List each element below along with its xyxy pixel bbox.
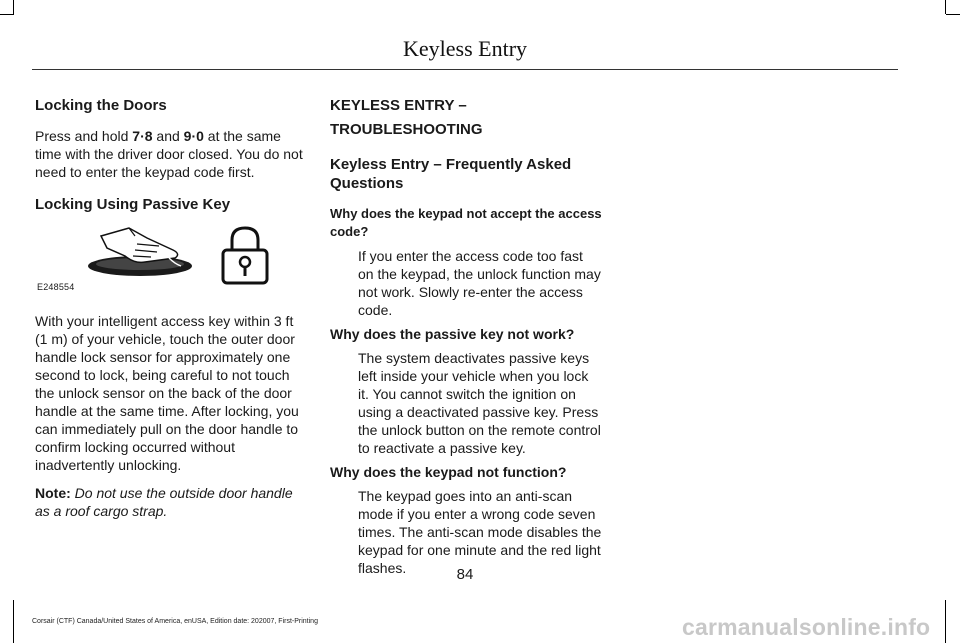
crop-mark [946, 14, 960, 15]
note [35, 484, 303, 520]
note-label: Note: [35, 485, 71, 501]
crop-mark [13, 600, 14, 643]
passive-key-illustration [35, 224, 303, 292]
key-label: 9·0 [183, 128, 204, 144]
faq-answer: The keypad goes into an anti-scan mode if you enter a wrong code seven times. The anti-scan mode disables the keypad for one minute and the red light flashes. [358, 488, 602, 576]
crop-mark [13, 0, 14, 14]
crop-mark [0, 14, 14, 15]
running-title: Keyless Entry [402, 36, 528, 61]
faq-answer: The system deactivates passive keys left inside your vehicle when you lock it. You cannot switch the ignition on using a deactivated passive key. Press the unlock button on the remote control to reactivate a passive key. [358, 350, 601, 456]
left-column [35, 96, 303, 520]
faq-question: Why does the keypad not function? [330, 464, 567, 480]
watermark: carmanualsonline.info [682, 614, 931, 640]
text: and [152, 128, 184, 144]
right-column [330, 96, 602, 577]
heading-locking-doors: Locking the Doors [35, 97, 167, 114]
text: Press and hold [35, 128, 133, 144]
hand-touch-sensor-icon [85, 226, 195, 282]
note-text: Do not use the outside door handle as a roof cargo strap. [35, 485, 293, 519]
lock-icon [219, 224, 271, 286]
crop-mark [945, 600, 946, 643]
faq-answer: If you enter the access code too fast on the keypad, the unlock function may not work. Slowly re-enter the access code. [358, 248, 601, 318]
key-label: 7·8 [132, 128, 153, 144]
section-title-line1: KEYLESS ENTRY – [330, 97, 467, 114]
text: at the same time with the driver door closed. You do not need to enter the keypad code first. [35, 128, 303, 180]
page-number: 84 [456, 566, 474, 583]
heading-passive-key: Locking Using Passive Key [35, 196, 231, 213]
faq-question: Why does the keypad not accept the access code? [330, 206, 602, 239]
image-code: E248554 [37, 282, 75, 292]
footer-edition: Corsair (CTF) Canada/United States of America, enUSA, Edition date: 202007, First-Printing [32, 618, 318, 625]
paragraph-passive-key-lock: With your intelligent access key within 3 ft (1 m) of your vehicle, touch the outer door handle lock sensor for approximately one second to lock, being careful to not touch the unlock sensor on the back of the door handle at the same time. After locking, you can immediately pull on the door handle to confirm locking occurred without inadvertently unlocking. [35, 313, 299, 473]
crop-mark [945, 0, 946, 14]
section-title-line2: TROUBLESHOOTING [330, 121, 483, 138]
subsection-title: Keyless Entry – Frequently Asked Questions [330, 156, 572, 192]
faq-question: Why does the passive key not work? [330, 326, 575, 342]
header-rule [32, 69, 898, 70]
paragraph-keypad-lock [35, 127, 303, 181]
